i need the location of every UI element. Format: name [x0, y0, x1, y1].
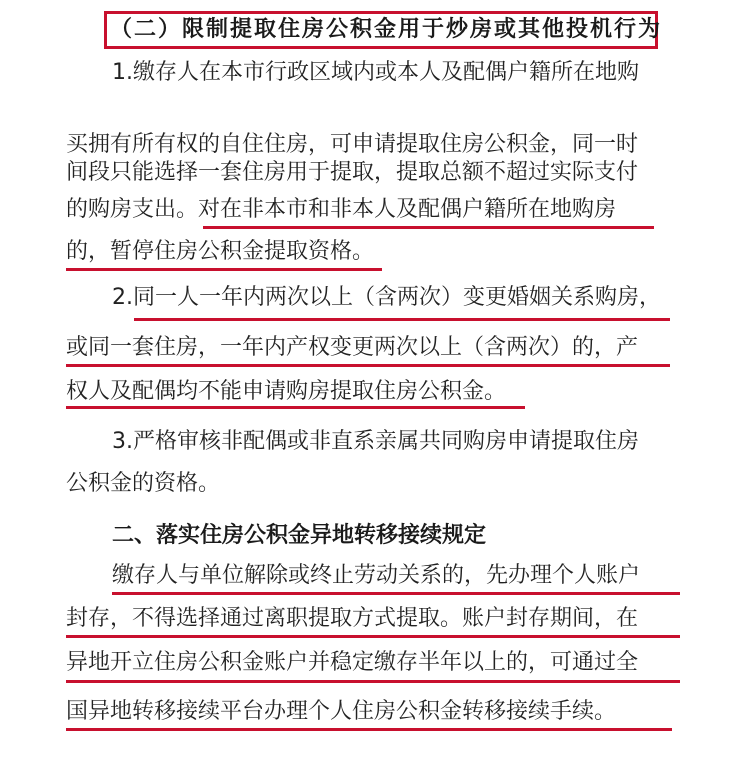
- item1-line-5: 的，暂停住房公积金提取资格。: [66, 239, 375, 264]
- item1-line-2: 买拥有所有权的自住住房，可申请提取住房公积金，同一时: [66, 132, 639, 157]
- underline-item2-a: [134, 318, 670, 321]
- underline-section2-d: [66, 728, 672, 731]
- item1-line-1: 1.缴存人在本市行政区域内或本人及配偶户籍所在地购: [112, 60, 639, 85]
- section-title: （二）限制提取住房公积金用于炒房或其他投机行为: [110, 17, 663, 42]
- item2-line-2: 或同一套住房，一年内产权变更两次以上（含两次）的，产: [66, 335, 639, 360]
- underline-section2-b: [66, 635, 680, 638]
- item1-line-3: 间段只能选择一套住房用于提取，提取总额不超过实际支付: [66, 160, 639, 185]
- underline-item1-b: [66, 268, 382, 271]
- section2-line-3: 异地开立住房公积金账户并稳定缴存半年以上的，可通过全: [66, 650, 639, 675]
- item2-line-3: 权人及配偶均不能申请购房提取住房公积金。: [66, 379, 507, 404]
- underline-item2-c: [66, 406, 525, 409]
- section2-line-4: 国异地转移接续平台办理个人住房公积金转移接续手续。: [66, 699, 617, 724]
- item3-line-1: 3.严格审核非配偶或非直系亲属共同购房申请提取住房: [112, 429, 639, 454]
- section2-line-2: 封存，不得选择通过离职提取方式提取。账户封存期间，在: [66, 606, 639, 631]
- section2-heading: 二、落实住房公积金异地转移接续规定: [112, 523, 487, 548]
- item3-line-2: 公积金的资格。: [66, 471, 221, 496]
- section2-line-1: 缴存人与单位解除或终止劳动关系的，先办理个人账户: [112, 563, 641, 588]
- underline-section2-c: [66, 680, 680, 683]
- underline-item1-a: [203, 226, 654, 229]
- underline-section2-a: [112, 592, 680, 595]
- item1-line-4: 的购房支出。对在非本市和非本人及配偶户籍所在地购房: [66, 197, 617, 222]
- item2-line-1: 2.同一人一年内两次以上（含两次）变更婚姻关系购房，: [112, 285, 661, 310]
- underline-item2-b: [66, 364, 670, 367]
